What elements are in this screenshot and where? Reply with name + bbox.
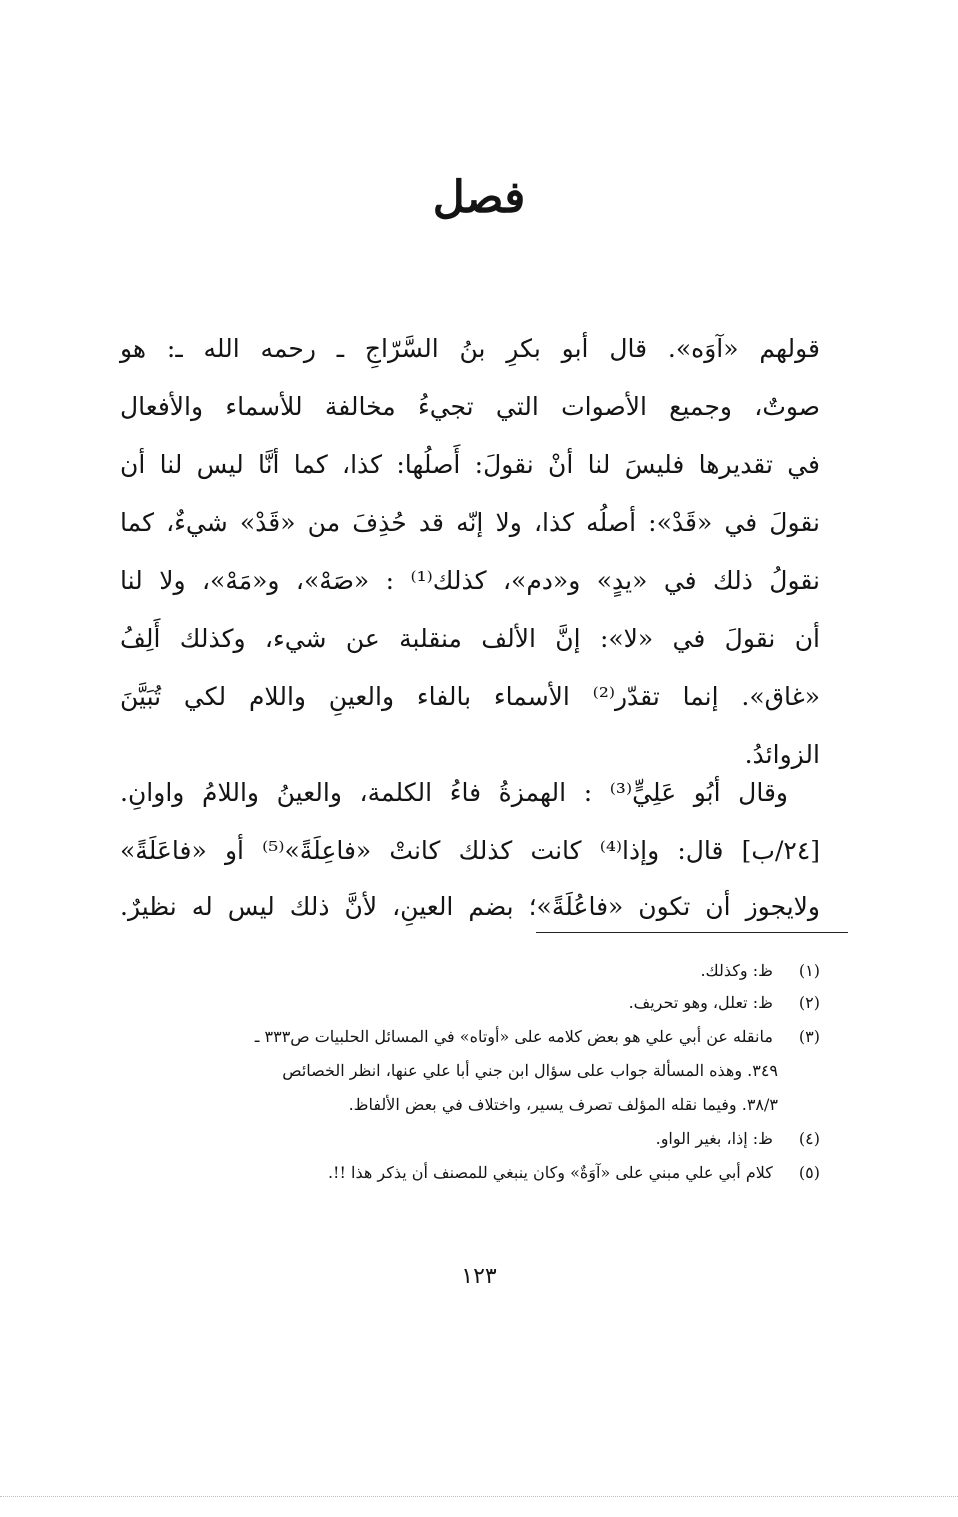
body-line: في تقديرها فليسَ لنا أنْ نقولَ: أَصلُها: كذا، كما أنَّا ليس لنا أن — [120, 450, 820, 479]
body-line: قولهم «آوَه». قال أبو بكرِ بنُ السَّرّاجِ ـ رحمه الله ـ: هو — [120, 334, 820, 363]
body-line: ولايجوز أن تكون «فاعُلَةً»؛ بضم العينِ، لأنَّ ذلك ليس له نظيرٌ. — [120, 892, 820, 921]
body-line: نقولَ في «قَدْ»: أصلُه كذا، ولا إنّه قد حُذِفَ من «قَدْ» شيءٌ، كما — [120, 508, 820, 537]
scan-edge-dots — [0, 1496, 958, 1497]
footnote-text-continuation: ٣٤٩. وهذه المسألة جواب على سؤال ابن جني أبا علي عنها، انظر الخصائص — [282, 1061, 778, 1080]
body-line: [٢٤/ب] قال: وإذا⁽⁴⁾ كانت كذلك كانتْ «فاعِلَةً»⁽⁵⁾ أو «فاعَلَةً» — [120, 836, 821, 865]
footnote-number: (٢) — [798, 993, 820, 1012]
footnote-1 — [120, 956, 820, 986]
body-line: الزوائدُ. — [744, 740, 820, 769]
footnote-2 — [120, 988, 820, 1018]
footnote-text: ظ: تعلل، وهو تحريف. — [628, 993, 773, 1012]
section-heading: فصل — [432, 172, 526, 223]
footnote-number: (٤) — [798, 1129, 820, 1148]
body-line: وقال أبُو عَلِيٍّ⁽³⁾ : الهمزةُ فاءُ الكلمة، والعينُ واللامُ واوانِ. — [120, 778, 788, 807]
footnote-text: مانقله عن أبي علي هو بعض كلامه على «أوتاه» في المسائل الحلبيات ص٣٣٣ ـ — [254, 1027, 773, 1046]
body-line: نقولُ ذلك في «يدٍ» و«دم»، كذلك⁽¹⁾ : «صَهْ»، و«مَهْ»، ولا لنا — [120, 566, 820, 595]
footnote-text-continuation: ٣٨/٣. وفيما نقله المؤلف تصرف يسير، واختلاف في بعض الألفاظ. — [348, 1095, 778, 1114]
page-number: ١٢٣ — [461, 1264, 497, 1289]
footnote-separator — [536, 932, 848, 933]
footnote-text: كلام أبي علي مبني على «آوَةٌ» وكان ينبغي للمصنف أن يذكر هذا !!. — [327, 1163, 773, 1182]
footnote-4 — [120, 1124, 820, 1154]
footnote-number: (٥) — [798, 1163, 820, 1182]
body-line: أن نقولَ في «لا»: إنَّ الألف منقلبة عن شيء، وكذلك أَلِفُ — [120, 624, 820, 653]
footnote-5 — [120, 1158, 820, 1188]
body-line: صوتٌ، وجميع الأصوات التي تجيءُ مخالفة للأسماء والأفعال — [120, 392, 820, 421]
footnote-text: ظ: إذا، بغير الواو. — [655, 1129, 773, 1148]
footnote-number: (٣) — [798, 1027, 820, 1046]
body-line: «غاق». إنما تقدّر⁽²⁾ الأسماء بالفاء والعينِ واللام لكي تُبَيَّنَ — [120, 682, 820, 711]
footnote-number: (١) — [798, 961, 820, 980]
footnote-3 — [120, 1022, 820, 1052]
footnote-text: ظ: وكذلك. — [700, 961, 773, 980]
